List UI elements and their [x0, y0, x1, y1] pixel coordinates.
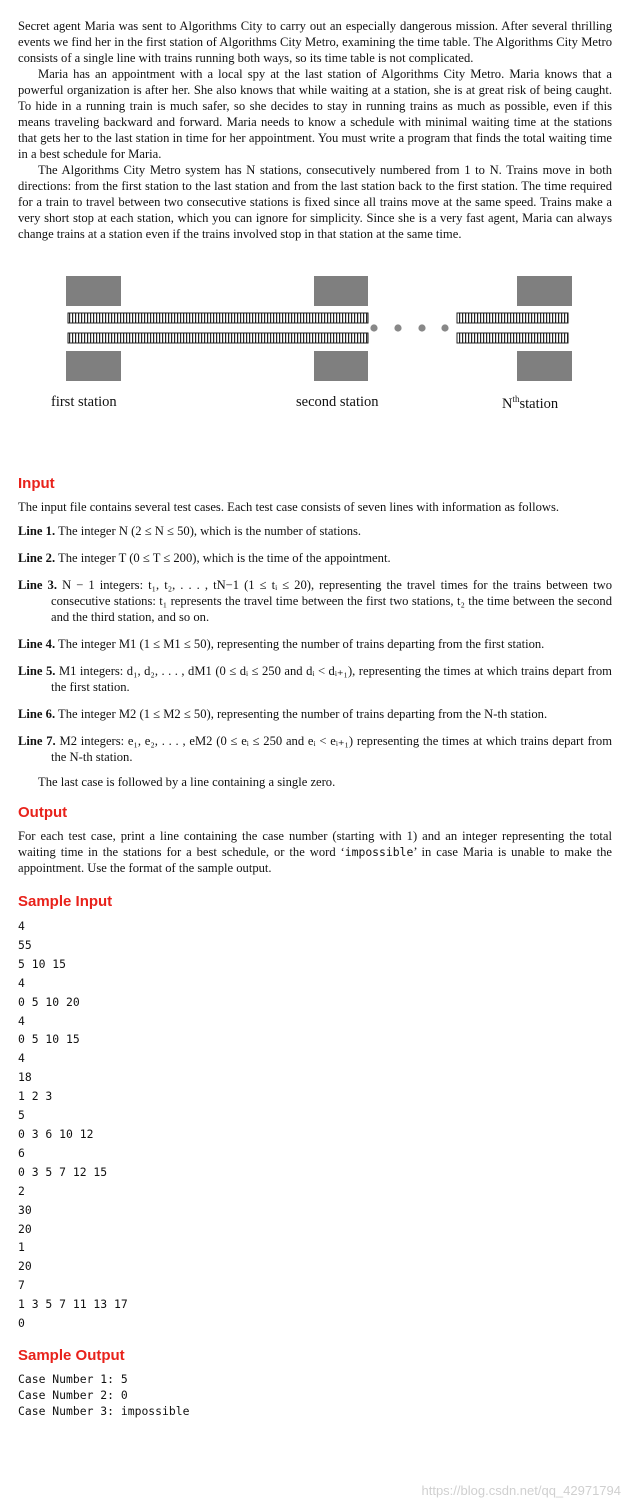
label-nth-station — [502, 394, 558, 413]
platform-top-first — [66, 276, 121, 306]
input-lines — [18, 523, 612, 765]
sample-input-block: 4 55 5 10 15 4 0 5 10 20 4 0 5 10 15 4 18 1 2 3 5 0 3 6 10 12 6 0 3 5 7 12 15 2 30 20 1 20 7 1 3 5 7 11 13 17 0 — [18, 919, 128, 1331]
label-nth-sup: th — [512, 394, 520, 404]
label-first-station: first station — [51, 394, 117, 410]
problem-statement — [18, 18, 612, 1419]
input-line-1: Line 1. The integer N (2 ≤ N ≤ 50), which is the number of stations. — [18, 524, 362, 538]
intro-paragraph-2: Maria has an appointment with a local spy at the last station of Algorithms City Metro. Maria knows that a powerful organization is after her. She also knows that while waiting at a station, she is at great risk of being caught. To hide in a running train is much safer, so she decides to stay in running trains as much as possible, even if this means traveling backward and forward. Maria needs to know a schedule with minimal waiting time at the stations that gets her to the last station in time for her appointment. You must write a program that finds the total waiting time in a best schedule for Maria. — [18, 67, 612, 161]
output-heading: Output — [18, 804, 68, 821]
input-line-6: Line 6. The integer M2 (1 ≤ M2 ≤ 50), representing the number of trains departing from the N-th station. — [18, 707, 548, 721]
input-line-7: Line 7. M2 integers: e₁, e₂, . . . , eM2 (0 ≤ eᵢ ≤ 250 and eᵢ < eᵢ₊₁) representing the times at which trains depart from the N-th station. — [18, 734, 612, 764]
platform-top-nth — [517, 276, 572, 306]
intro-paragraph-3: The Algorithms City Metro system has N stations, consecutively numbered from 1 to N. Trains move in both directions: from the first station to the last station and from the last station back to the first station. The time required for a train to travel between two consecutive stations is fixed since all trains move at the same speed. Trains make a very short stop at each station, which you can ignore for simplicity. Since she is a very fast agent, Maria can always change trains at a station even if the trains involved stop in that station at the same time. — [18, 163, 612, 241]
input-line-5: Line 5. M1 integers: d₁, d₂, . . . , dM1 (0 ≤ dᵢ ≤ 250 and dᵢ < dᵢ₊₁), representing the times at which trains depart from the first station. — [18, 664, 612, 694]
input-heading: Input — [18, 475, 55, 492]
label-second-station: second station — [296, 394, 379, 410]
input-line-4: Line 4. The integer M1 (1 ≤ M1 ≤ 50), representing the number of trains departing from the first station. — [18, 637, 545, 651]
input-intro: The input file contains several test cases. Each test case consists of seven lines with information as follows. — [18, 500, 560, 514]
sample-output-heading: Sample Output — [18, 1346, 125, 1364]
platform-bottom-second — [314, 351, 368, 381]
watermark-url: https://blog.csdn.net/qq_42971794 — [421, 1483, 621, 1498]
track-upper — [68, 313, 568, 323]
input-line-2: Line 2. The integer T (0 ≤ T ≤ 200), which is the time of the appointment. — [18, 551, 391, 565]
label-nth-rest: station — [519, 395, 559, 412]
input-line-3: Line 3. N − 1 integers: t₁, t₂, . . . , tN−1 (1 ≤ tᵢ ≤ 20), representing the travel times for the trains between two consecutive stations: t₁ represents the travel time between the first two stations, t₂ the time between the second and the third station, and so on. — [18, 578, 613, 624]
track-lower — [68, 333, 568, 343]
last-case-note: The last case is followed by a line containing a single zero. — [38, 775, 336, 789]
output-description: For each test case, print a line containing the case number (starting with 1) and an integer representing the total waiting time in the stations for a best schedule, or the word ‘impossible’ in case Maria is unable to make the appointment. Use the format of the sample output. — [18, 829, 613, 875]
platform-bottom-first — [66, 351, 121, 381]
label-nth-n: N — [502, 395, 513, 412]
platform-bottom-nth — [517, 351, 572, 381]
intro-paragraph-1: Secret agent Maria was sent to Algorithms City to carry out an especially dangerous mission. After several thrilling events we find her in the first station of Algorithms City Metro, examining the time table. The Algorithms City Metro consists of a single line with trains running both ways, so its time table is not complicated. — [18, 19, 612, 65]
ellipsis-dots — [370, 324, 448, 331]
sample-input-heading: Sample Input — [18, 893, 113, 910]
sample-output-block: Case Number 1: 5 Case Number 2: 0 Case Number 3: impossible — [18, 1371, 190, 1418]
platform-top-second — [314, 276, 368, 306]
metro-figure — [18, 276, 612, 466]
